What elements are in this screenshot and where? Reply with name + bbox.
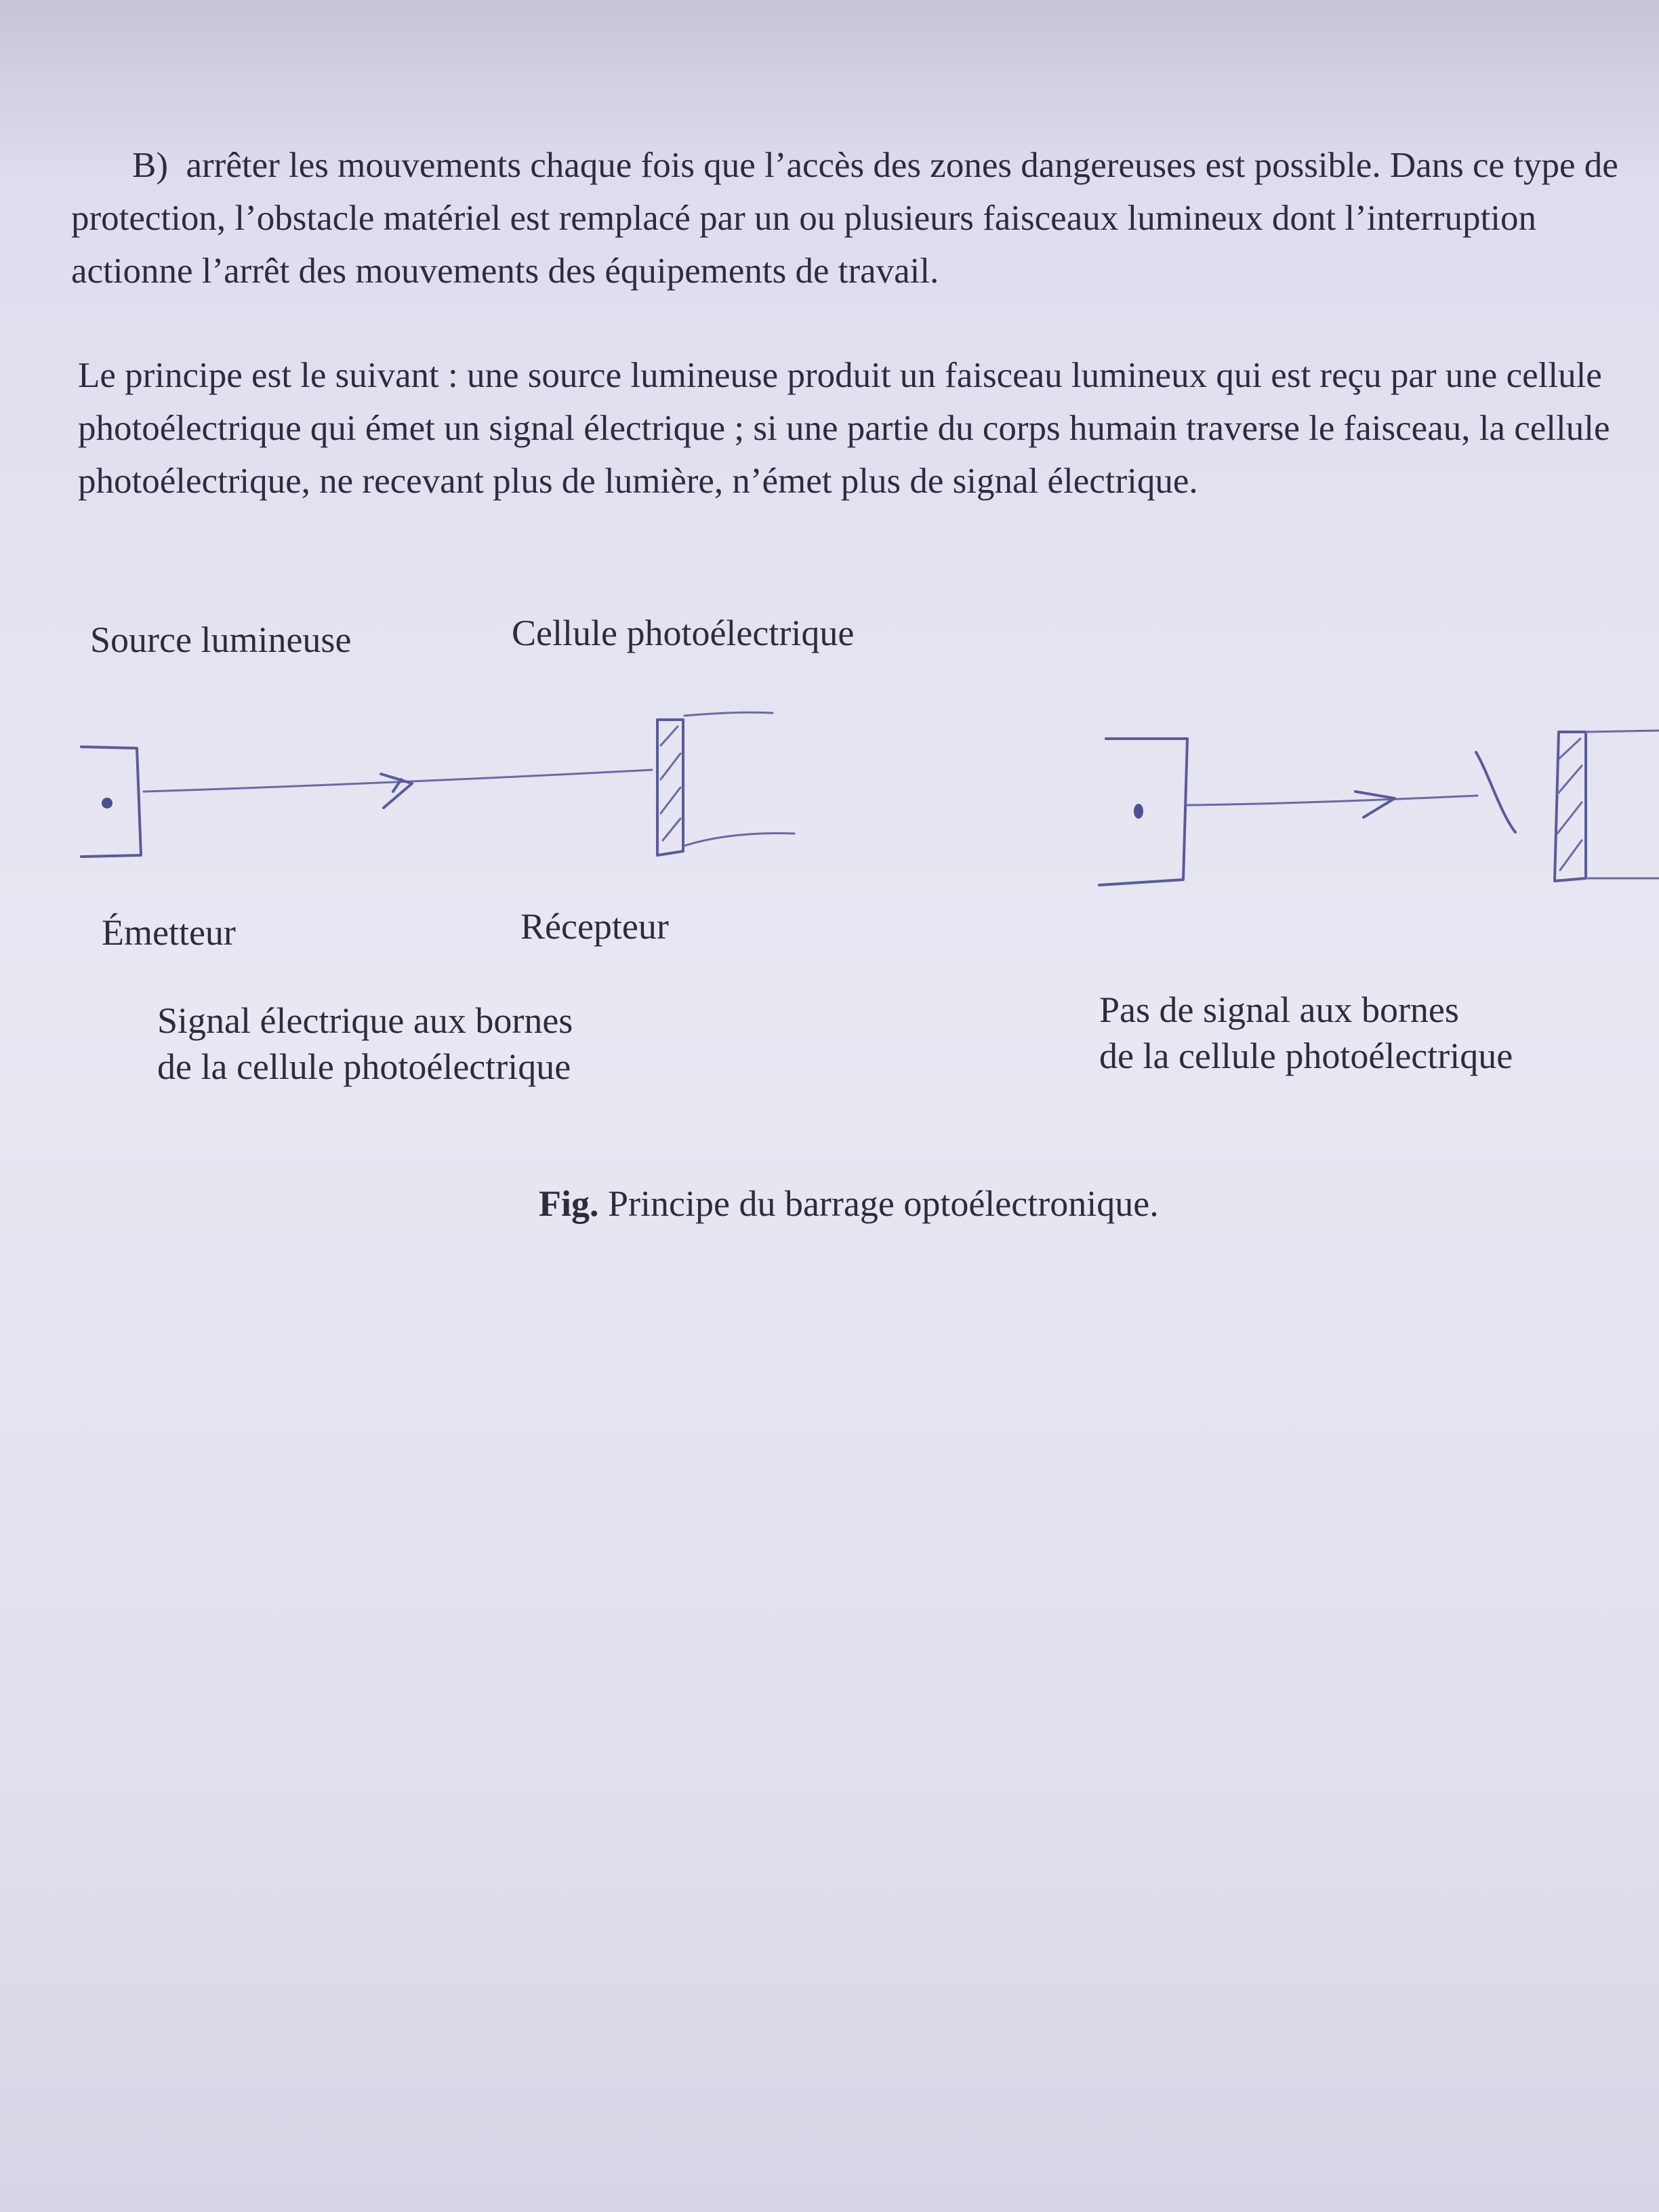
light-beam-right bbox=[1187, 752, 1515, 832]
caption-signal-line2: de la cellule photoélectrique bbox=[157, 1046, 571, 1087]
principle-paragraph: Le principe est le suivant : une source lumineuse produit un faisceau lumineux qui est reçu par une cellule photoélectrique qui émet un signal électrique ; si une partie du corps humain traverse le faisceau, la cellule photoélectrique, ne recevant plus de lumière, n’émet plus de signal électrique. bbox=[78, 356, 1610, 501]
paragraph-b bbox=[71, 139, 1630, 298]
paragraph-b-text: arrêter les mouvements chaque fois que l’accès des zones dangereuses est possible. Dans ce type de protection, l’obstacle matériel est remplacé par un ou plusieurs faisceaux lumineux dont l’interruption actionne l’arrêt des mouvements des équipements de travail. bbox=[71, 146, 1618, 291]
label-recepteur: Récepteur bbox=[520, 906, 669, 947]
figure-caption-title: Principe du barrage optoélectronique. bbox=[608, 1183, 1159, 1224]
light-beam-left bbox=[144, 770, 652, 808]
receiver-sketch-left bbox=[657, 712, 794, 855]
caption-no-signal bbox=[1099, 987, 1513, 1079]
figure-caption bbox=[539, 1182, 1159, 1225]
caption-no-signal-line1: Pas de signal aux bornes bbox=[1099, 989, 1459, 1030]
figure-caption-prefix: Fig. bbox=[539, 1183, 599, 1224]
emitter-sketch-right bbox=[1099, 739, 1187, 885]
caption-signal-line1: Signal électrique aux bornes bbox=[157, 1000, 573, 1041]
label-cellule-photoelectrique: Cellule photoélectrique bbox=[512, 613, 855, 653]
label-emetteur: Émetteur bbox=[102, 912, 236, 953]
paragraph-marker: B) bbox=[132, 146, 168, 185]
emitter-sketch-left bbox=[81, 747, 141, 857]
caption-signal bbox=[157, 998, 573, 1090]
receiver-sketch-right bbox=[1555, 731, 1659, 881]
caption-no-signal-line2: de la cellule photoélectrique bbox=[1099, 1036, 1513, 1076]
label-source-lumineuse: Source lumineuse bbox=[90, 619, 352, 660]
